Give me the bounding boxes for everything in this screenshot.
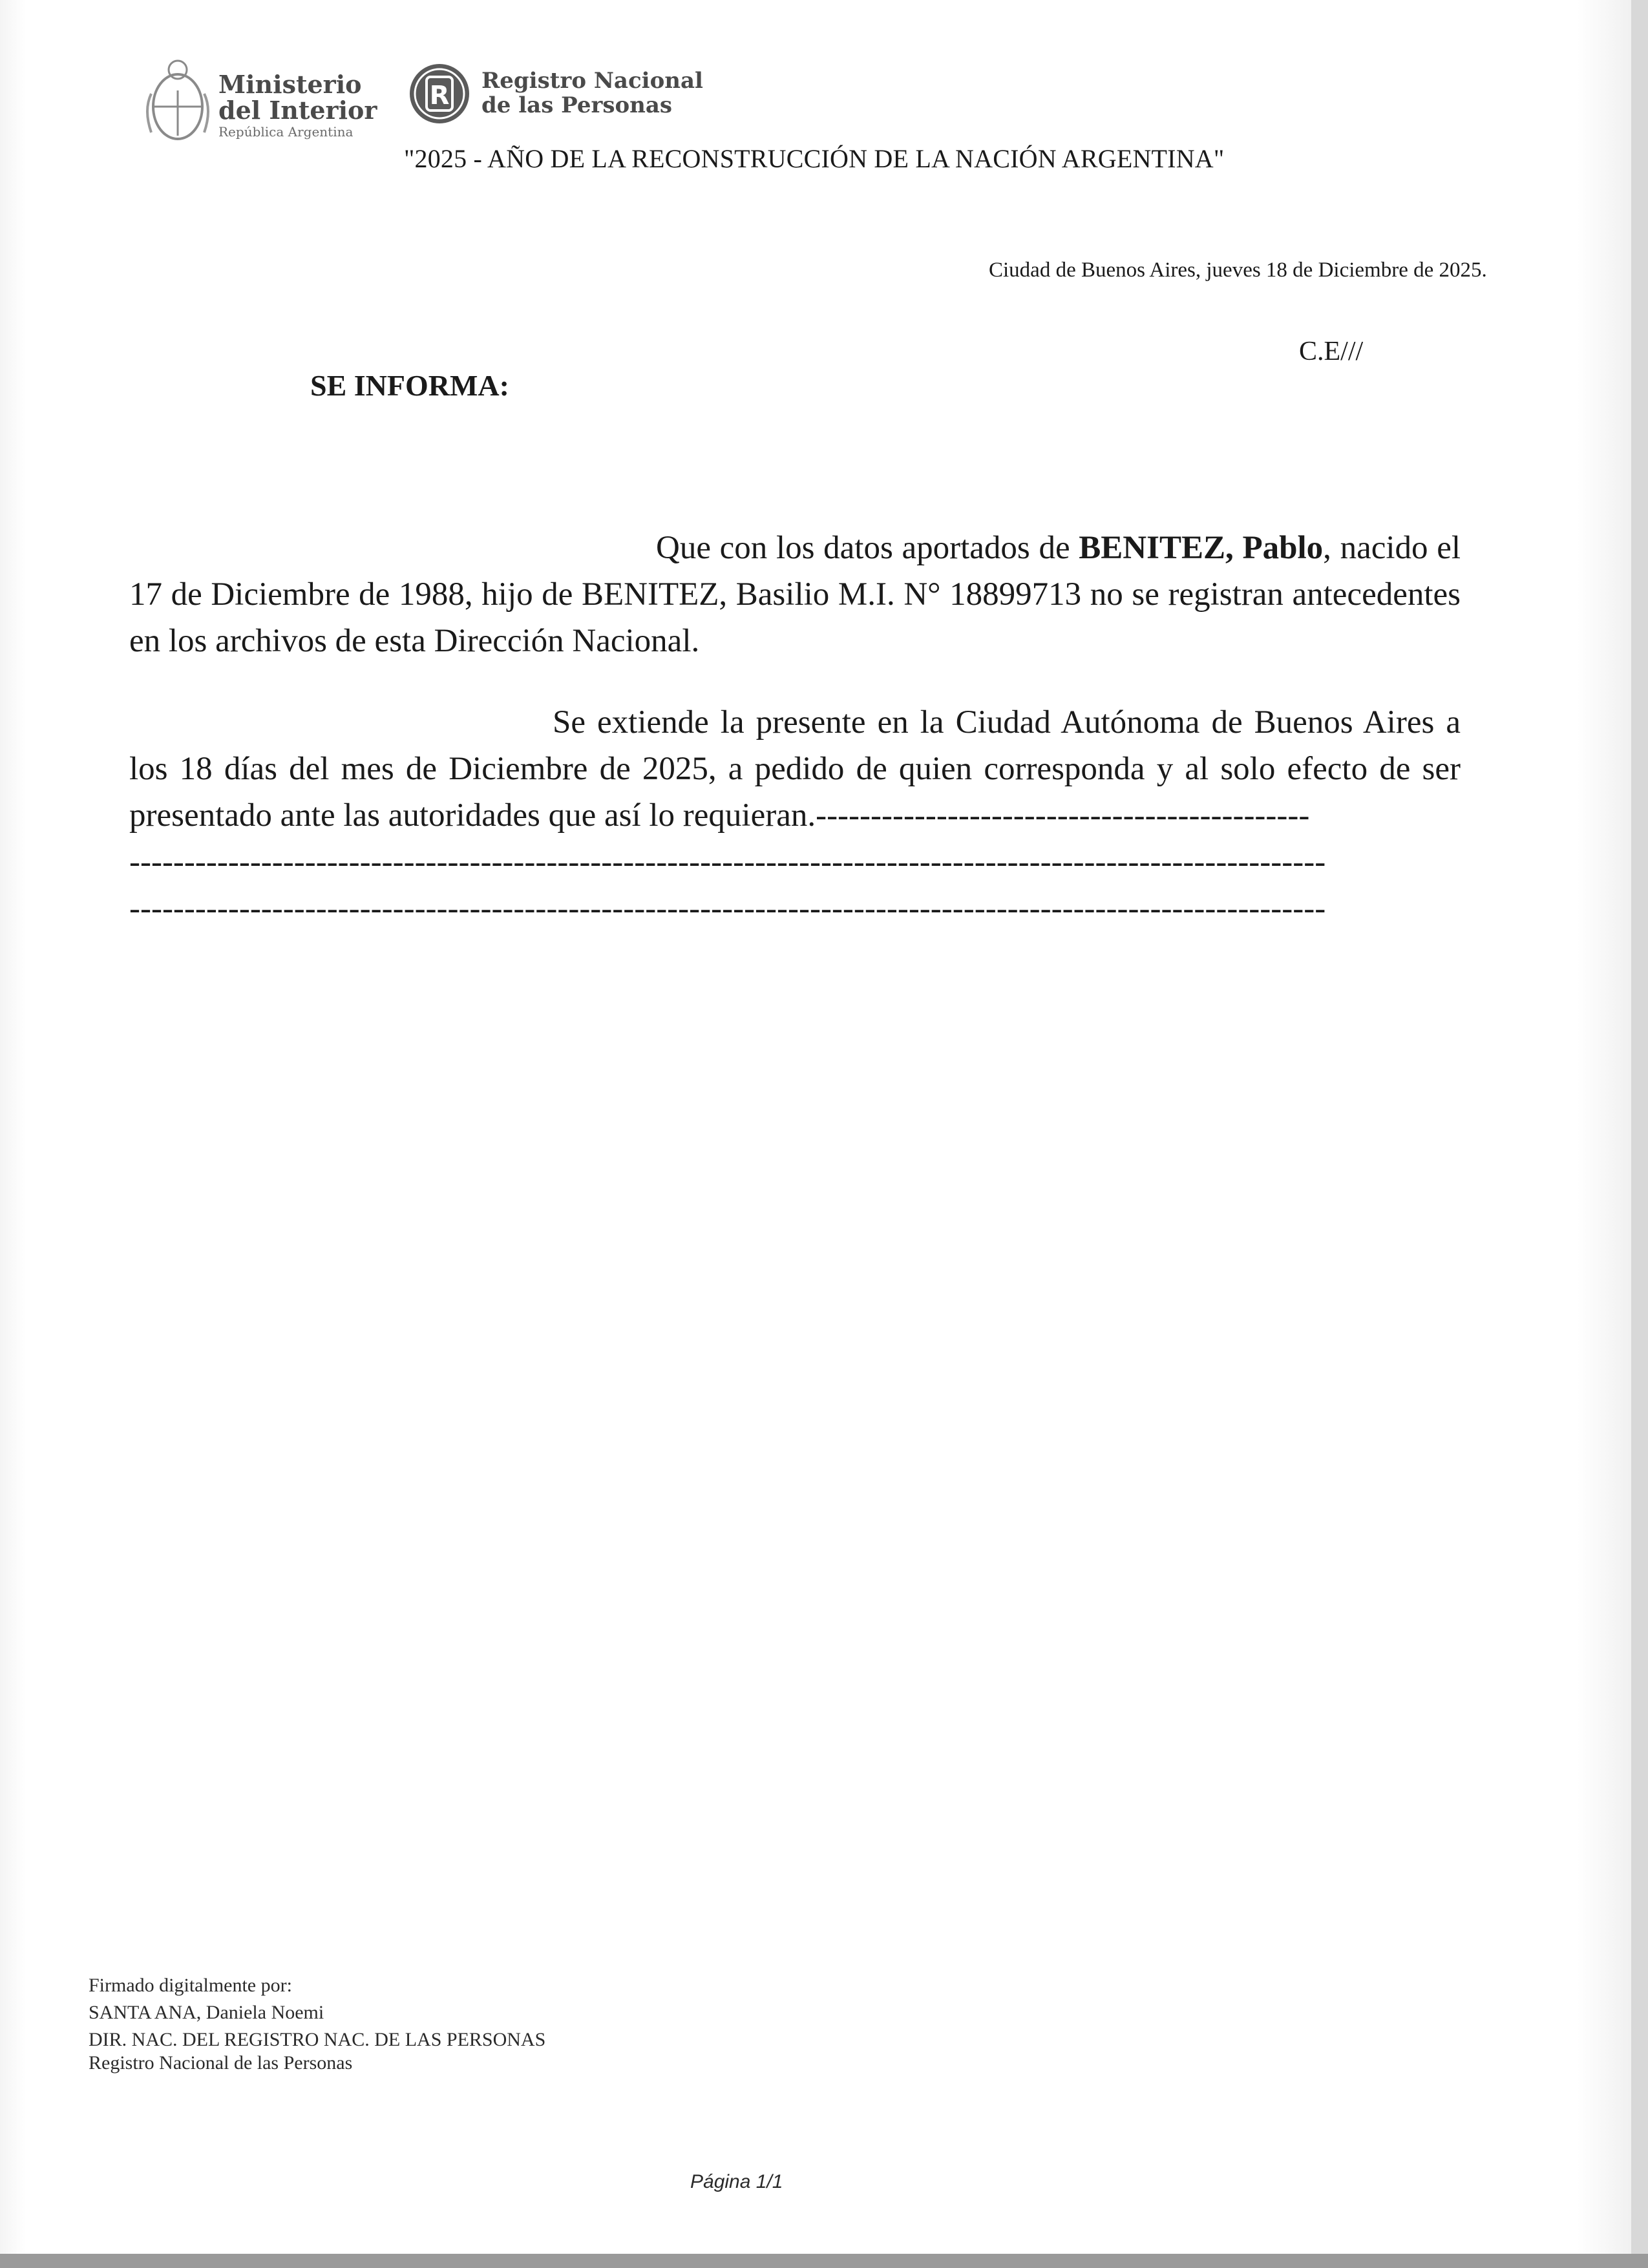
registro-logo: [407, 61, 704, 132]
paragraph-1: [129, 525, 1461, 664]
renaper-r-icon: [407, 61, 472, 126]
ministerio-line1: Ministerio: [218, 70, 362, 99]
signer-name: SANTA ANA, Daniela Noemi: [89, 2002, 324, 2023]
registro-line1: Registro Nacional: [481, 68, 703, 94]
document-heading: SE INFORMA:: [310, 369, 509, 402]
registro-line2: de las Personas: [481, 92, 673, 118]
paragraph-2: [129, 699, 1461, 839]
paragraph-1-lead: Que con los datos aportados de: [656, 530, 1079, 566]
argentina-coat-of-arms-icon: [142, 45, 213, 155]
ministerio-logo: [142, 45, 375, 155]
year-motto: "2025 - AÑO DE LA RECONSTRUCCIÓN DE LA NACIÓN ARGENTINA": [404, 144, 1225, 173]
dash-filler-line-2: -------------------------------------------------------------------------------------------------------------: [129, 890, 1326, 927]
signer-office: DIR. NAC. DEL REGISTRO NAC. DE LAS PERSONAS: [89, 2029, 546, 2050]
scan-edge-right: [1631, 0, 1648, 2268]
signature-label: Firmado digitalmente por:: [89, 1975, 292, 1996]
ministerio-line3: República Argentina: [218, 124, 354, 140]
page-number: Página 1/1: [690, 2171, 783, 2192]
paragraph-2-text: Se extiende la presente en la Ciudad Autónoma de Buenos Aires a los 18 días del mes de Diciembre de 2025, a pedido de quien corresponda y al solo efecto de ser presentado ante las autoridades que así lo requieran.---------------------------------------------: [129, 704, 1461, 834]
subject-name: BENITEZ, Pablo: [1079, 530, 1324, 566]
svg-text:R: R: [429, 81, 450, 110]
paragraph-1-rest: , nacido el 17 de Diciembre de 1988, hijo de BENITEZ, Basilio M.I. N° 18899713 no se registran antecedentes en los archivos de esta Dirección Nacional.: [129, 530, 1461, 659]
reference-mark: C.E///: [1299, 337, 1364, 366]
signer-organization: Registro Nacional de las Personas: [89, 2052, 353, 2074]
scan-edge-bottom: [0, 2254, 1648, 2268]
digital-signature-block: [89, 1974, 545, 2075]
date-line: Ciudad de Buenos Aires, jueves 18 de Diciembre de 2025.: [989, 258, 1487, 282]
ministerio-line2: del Interior: [218, 96, 377, 125]
dash-filler-line-1: -------------------------------------------------------------------------------------------------------------: [129, 844, 1326, 880]
